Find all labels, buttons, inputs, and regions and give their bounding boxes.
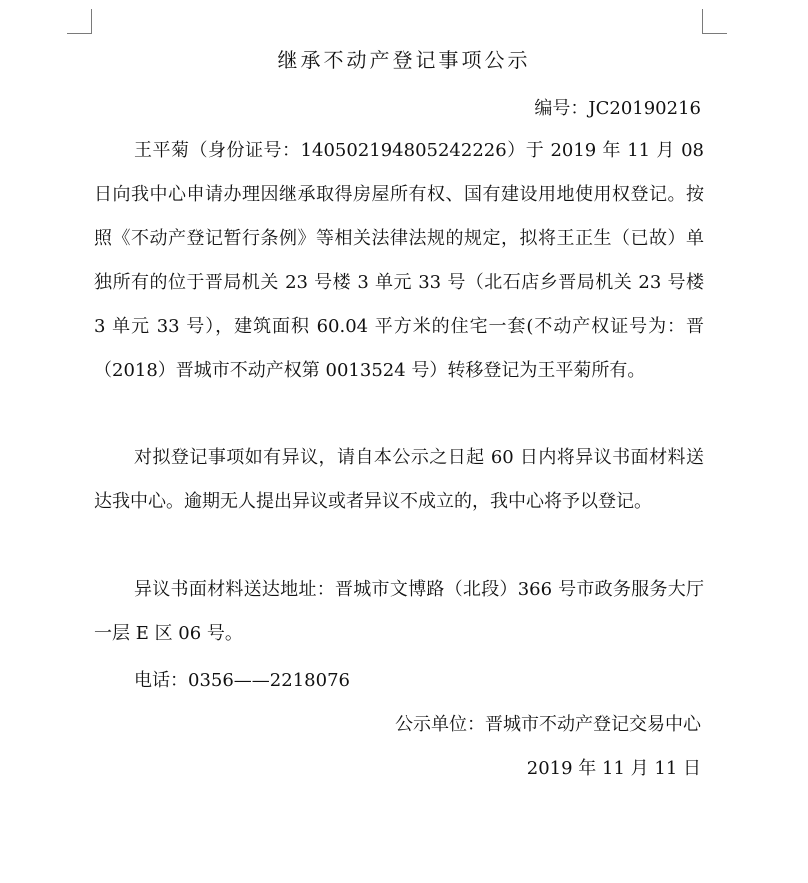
crop-mark-top-left [67, 33, 92, 34]
crop-mark-top-right [702, 9, 703, 33]
crop-mark-top-right [702, 33, 727, 34]
notice-title: 继承不动产登记事项公示 [277, 48, 531, 72]
notice-paragraph-address: 异议书面材料送达地址：晋城市文博路（北段）366 号市政务服务大厅一层 E 区 06 号。 [94, 579, 704, 644]
issuing-unit: 公示单位：晋城市不动产登记交易中心 [395, 714, 701, 735]
serial-number: 编号：JC20190216 [534, 98, 701, 119]
contact-phone: 电话：0356——2218076 [134, 670, 350, 691]
notice-paragraph-objection: 对拟登记事项如有异议，请自本公示之日起 60 日内将异议书面材料送达我中心。逾期无人提出异议或者异议不成立的，我中心将予以登记。 [94, 447, 704, 512]
crop-mark-top-left [91, 9, 92, 33]
notice-paragraph-applicant: 王平菊（身份证号：140502194805242226）于 2019 年 11 月 08 日向我中心申请办理因继承取得房屋所有权、国有建设用地使用权登记。按照《不动产登记暂行条例》等相关法律法规的规定，拟将王正生（已故）单独所有的位于晋局机关 23 号楼 3 单元 33 号（北石店乡晋局机关 23 号楼 3 单元 33 号），建筑面积 60.04 平方米的住宅一套(不动产权证号为：晋（2018）晋城市不动产权第 0013524 号）转移登记为王平菊所有。 [94, 140, 704, 381]
notice-date: 2019 年 11 月 11 日 [526, 758, 701, 779]
